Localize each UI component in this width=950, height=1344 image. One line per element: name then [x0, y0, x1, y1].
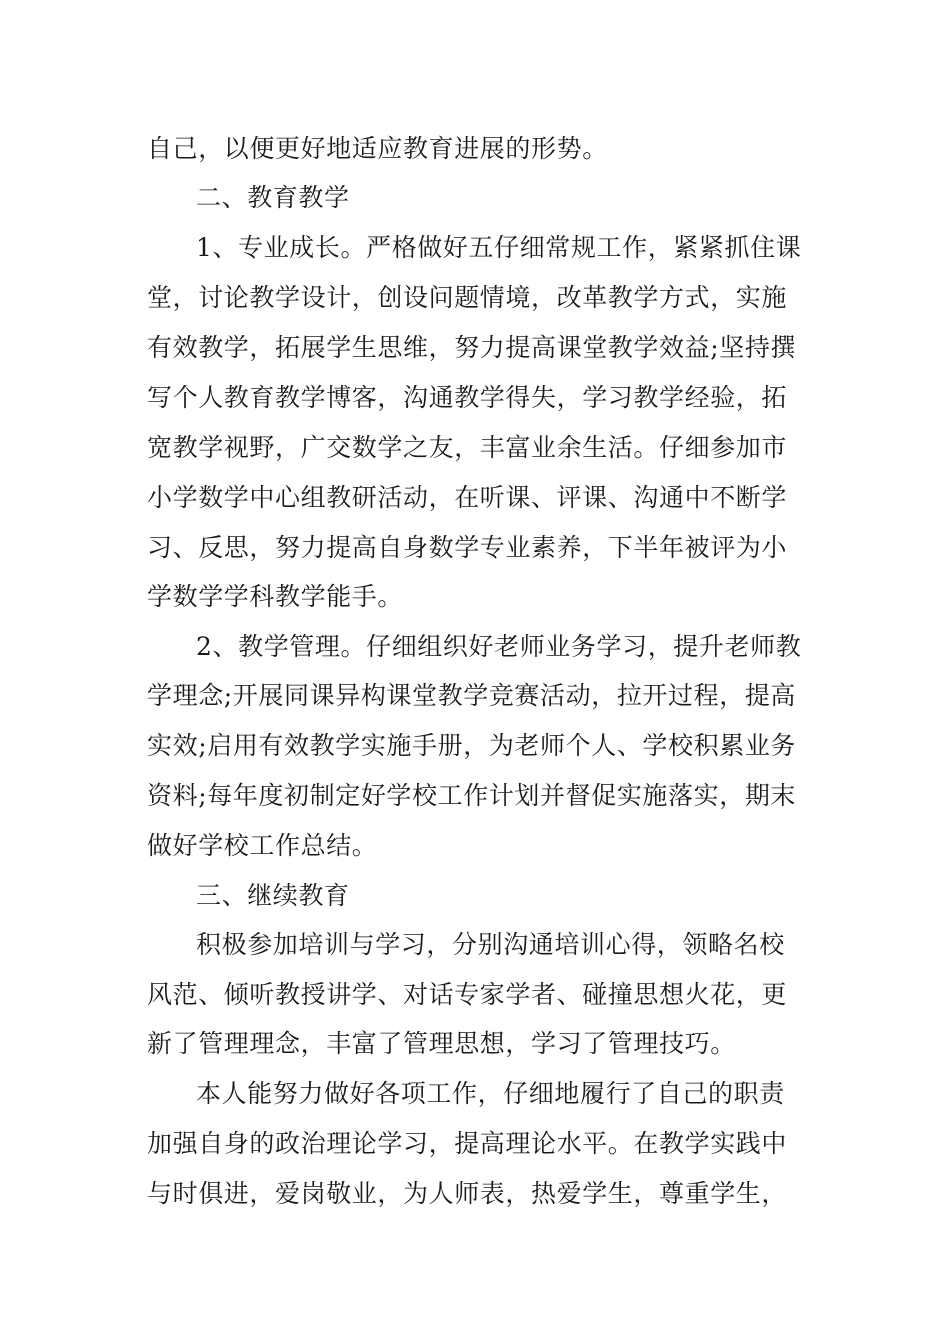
- body-text-line: 积极参加培训与学习，分别沟通培训心得，领略名校: [196, 930, 785, 959]
- body-text-line: 宽教学视野，广交数学之友，丰富业余生活。仔细参加市: [147, 433, 788, 462]
- body-text-line: 资料;每年度初制定好学校工作计划并督促实施落实，期末: [147, 781, 797, 810]
- body-text-line: 与时俱进，爱岗敬业，为人师表，热爱学生，尊重学生，: [147, 1179, 788, 1208]
- body-text-line: 1、专业成长。严格做好五仔细常规工作，紧紧抓住课: [196, 233, 802, 262]
- body-text-line: 堂，讨论教学设计，创设问题情境，改革教学方式，实施: [147, 283, 788, 312]
- section-heading-continuing-education: 三、继续教育: [196, 881, 350, 910]
- body-text-line: 自己，以便更好地适应教育进展的形势。: [147, 134, 608, 163]
- section-heading-education-teaching: 二、教育教学: [196, 183, 350, 212]
- body-text-line: 学理念;开展同课异构课堂教学竞赛活动，拉开过程，提高: [147, 681, 797, 710]
- body-text-line: 学数学学科教学能手。: [147, 582, 404, 611]
- body-text-line: 本人能努力做好各项工作，仔细地履行了自己的职责: [196, 1079, 785, 1108]
- body-text-line: 加强自身的政治理论学习，提高理论水平。在教学实践中: [147, 1129, 788, 1158]
- body-text-line: 风范、倾听教授讲学、对话专家学者、碰撞思想火花，更: [147, 980, 788, 1009]
- body-text-line: 新了管理理念，丰富了管理思想，学习了管理技巧。: [147, 1029, 736, 1058]
- body-text-line: 小学数学中心组教研活动，在听课、评课、沟通中不断学: [147, 483, 788, 512]
- body-text-line: 做好学校工作总结。: [147, 831, 378, 860]
- body-text-line: 2、教学管理。仔细组织好老师业务学习，提升老师教: [196, 632, 802, 661]
- body-text-line: 写个人教育教学博客，沟通教学得失，学习教学经验，拓: [147, 383, 788, 412]
- body-text-line: 实效;启用有效教学实施手册，为老师个人、学校积累业务: [147, 731, 797, 760]
- body-text-line: 有效教学，拓展学生思维，努力提高课堂教学效益;坚持撰: [147, 333, 797, 362]
- body-text-line: 习、反思，努力提高自身数学专业素养，下半年被评为小: [147, 533, 788, 562]
